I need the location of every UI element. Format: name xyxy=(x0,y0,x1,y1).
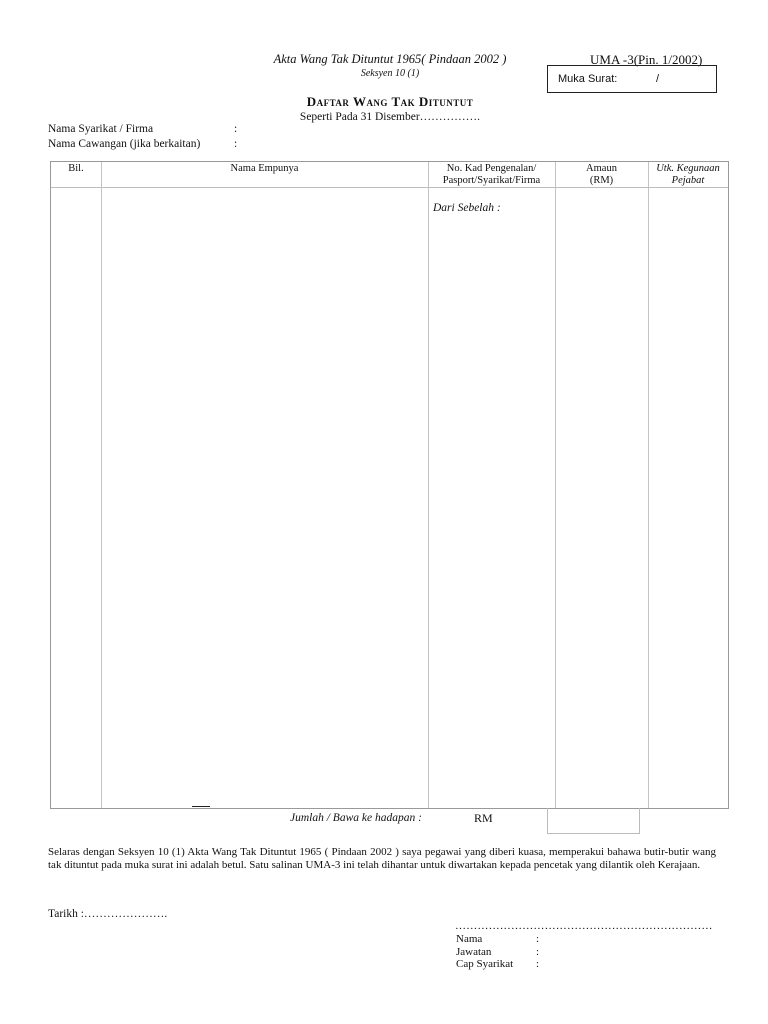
column-divider xyxy=(648,162,649,808)
table-mark xyxy=(192,806,210,807)
company-name-label: Nama Syarikat / Firma xyxy=(48,123,154,135)
signatory-name-label: Nama xyxy=(456,933,483,945)
company-stamp-label: Cap Syarikat xyxy=(456,958,514,970)
signatory-position-colon: : xyxy=(536,946,540,958)
page-number-separator: / xyxy=(656,73,660,85)
column-header-owner-name: Nama Empunya xyxy=(230,163,299,174)
act-title: Akta Wang Tak Dituntut 1965( Pindaan 2002 ) xyxy=(273,52,507,66)
company-name-field[interactable] xyxy=(48,123,238,135)
form-code: UMA -3(Pin. 1/2002) xyxy=(590,52,703,67)
column-header-number: Bil. xyxy=(68,163,84,174)
company-stamp-field[interactable] xyxy=(456,958,540,970)
header-divider xyxy=(51,187,728,188)
company-name-colon: : xyxy=(234,123,238,135)
column-divider xyxy=(101,162,102,808)
section-reference: Seksyen 10 (1) xyxy=(360,68,420,79)
page-number-box[interactable] xyxy=(547,65,717,93)
total-label: Jumlah / Bawa ke hadapan : xyxy=(290,812,422,824)
column-header-id-number: No. Kad Pengenalan/ Pasport/Syarikat/Firma xyxy=(442,163,541,186)
signatory-name-field[interactable] xyxy=(456,933,540,945)
column-divider xyxy=(555,162,556,808)
date-field[interactable]: Tarikh :…………………. xyxy=(48,908,168,920)
signatory-position-label: Jawatan xyxy=(456,946,492,958)
unclaimed-money-table xyxy=(50,161,729,809)
signature-line[interactable]: …………………………………………………………… xyxy=(455,920,713,932)
document-title: Daftar Wang Tak Dituntut xyxy=(306,94,474,109)
branch-name-field[interactable] xyxy=(48,138,238,150)
page-number-label: Muka Surat: xyxy=(558,73,618,85)
company-stamp-colon: : xyxy=(536,958,540,970)
column-header-office-use: Utk. Kegunaan Pejabat xyxy=(656,163,720,186)
column-divider xyxy=(428,162,429,808)
branch-name-colon: : xyxy=(234,138,238,150)
total-amount-box[interactable] xyxy=(547,808,640,834)
total-currency: RM xyxy=(474,811,493,825)
signatory-position-field[interactable] xyxy=(456,946,540,958)
as-at-date-line: Seperti Pada 31 Disember……………. xyxy=(299,111,481,123)
column-header-amount: Amaun (RM) xyxy=(586,163,617,186)
declaration-text: Selaras dengan Seksyen 10 (1) Akta Wang Tak Dituntut 1965 ( Pindaan 2002 ) saya pegawai yang diberi kuasa, memperakui bahawa butir-butir wang tak dituntut pada muka surat ini adalah betul. Satu salinan UMA-3 ini telah dihantar untuk diwartakan kepada pencetak yang dilantik oleh Kerajaan. xyxy=(48,846,716,871)
signatory-name-colon: : xyxy=(536,933,540,945)
branch-name-label: Nama Cawangan (jika berkaitan) xyxy=(48,138,201,150)
carried-forward-label: Dari Sebelah : xyxy=(433,202,501,214)
